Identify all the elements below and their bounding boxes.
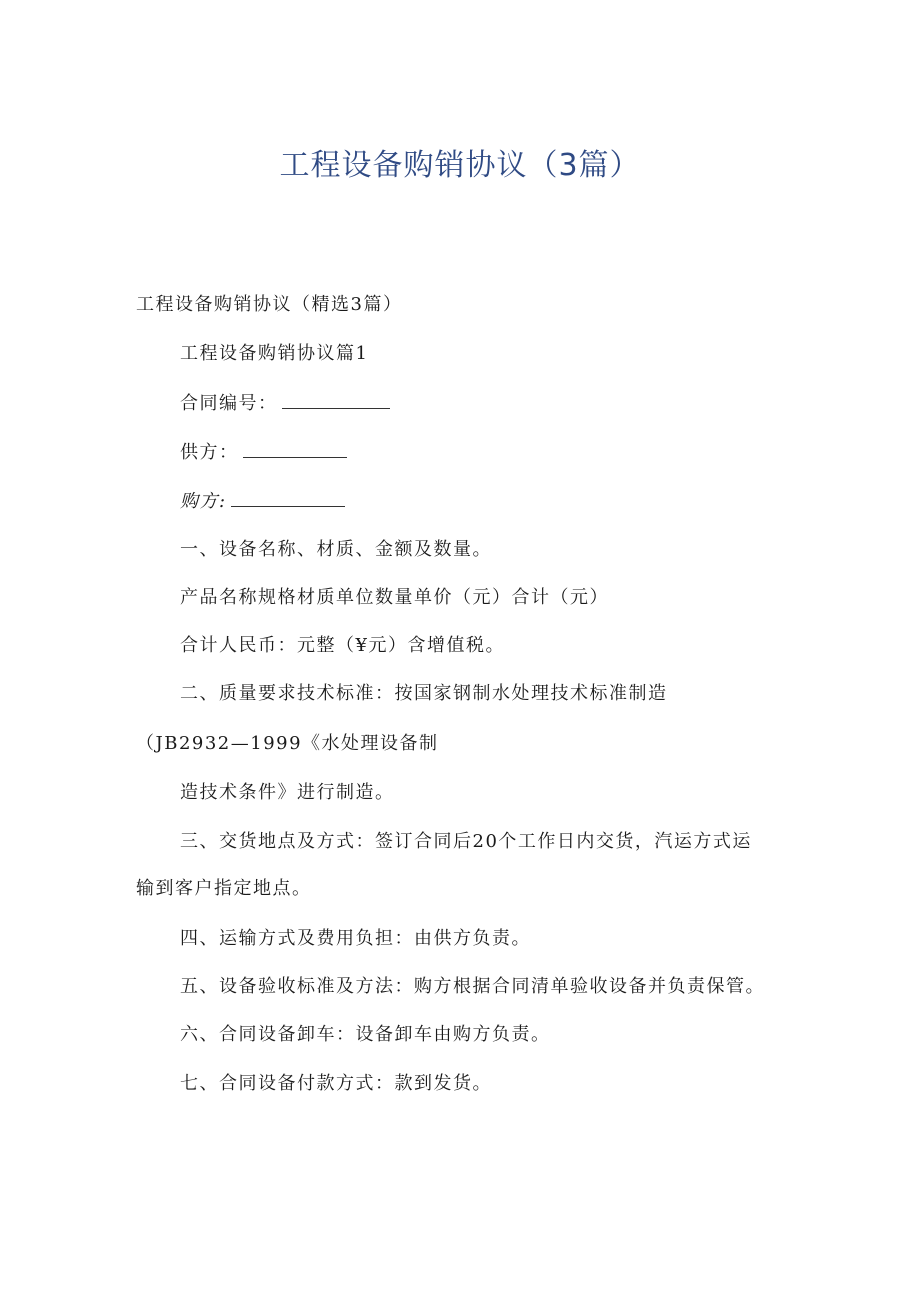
supplier-blank bbox=[243, 439, 347, 458]
contract-number-label: 合同编号： bbox=[180, 393, 278, 414]
paragraph-9: 五、设备验收标准及方法：购方根据合同清单验收设备并负责保管。 bbox=[180, 976, 765, 997]
paragraph-2: 产品名称规格材质单位数量单价（元）合计（元） bbox=[180, 587, 609, 608]
contract-number-blank bbox=[282, 390, 390, 409]
buyer-blank bbox=[231, 488, 345, 507]
document-subtitle: 工程设备购销协议（精选3篇） bbox=[136, 294, 403, 315]
paragraph-10: 六、合同设备卸车：设备卸车由购方负责。 bbox=[180, 1024, 551, 1045]
section-heading: 工程设备购销协议篇1 bbox=[180, 343, 369, 364]
supplier-line bbox=[180, 439, 347, 466]
paragraph-4: 二、质量要求技术标准：按国家钢制水处理技术标准制造 bbox=[180, 683, 668, 704]
paragraph-6: 造技术条件》进行制造。 bbox=[180, 782, 395, 803]
buyer-label: 购方: bbox=[180, 491, 227, 512]
supplier-label: 供方： bbox=[180, 442, 239, 463]
paragraph-11: 七、合同设备付款方式：款到发货。 bbox=[180, 1073, 492, 1094]
paragraph-7b: 输到客户指定地点。 bbox=[136, 878, 312, 899]
contract-number-line bbox=[180, 390, 390, 417]
paragraph-7a: 三、交货地点及方式：签订合同后20个工作日内交货，汽运方式运 bbox=[180, 831, 752, 852]
paragraph-5: （JB2932—1999《水处理设备制 bbox=[136, 733, 439, 754]
buyer-line bbox=[180, 488, 345, 515]
paragraph-8: 四、运输方式及费用负担：由供方负责。 bbox=[180, 928, 531, 949]
paragraph-3: 合计人民币：元整（¥元）含增值税。 bbox=[180, 635, 505, 656]
document-title: 工程设备购销协议（3篇） bbox=[279, 148, 641, 183]
paragraph-1: 一、设备名称、材质、金额及数量。 bbox=[180, 539, 492, 560]
